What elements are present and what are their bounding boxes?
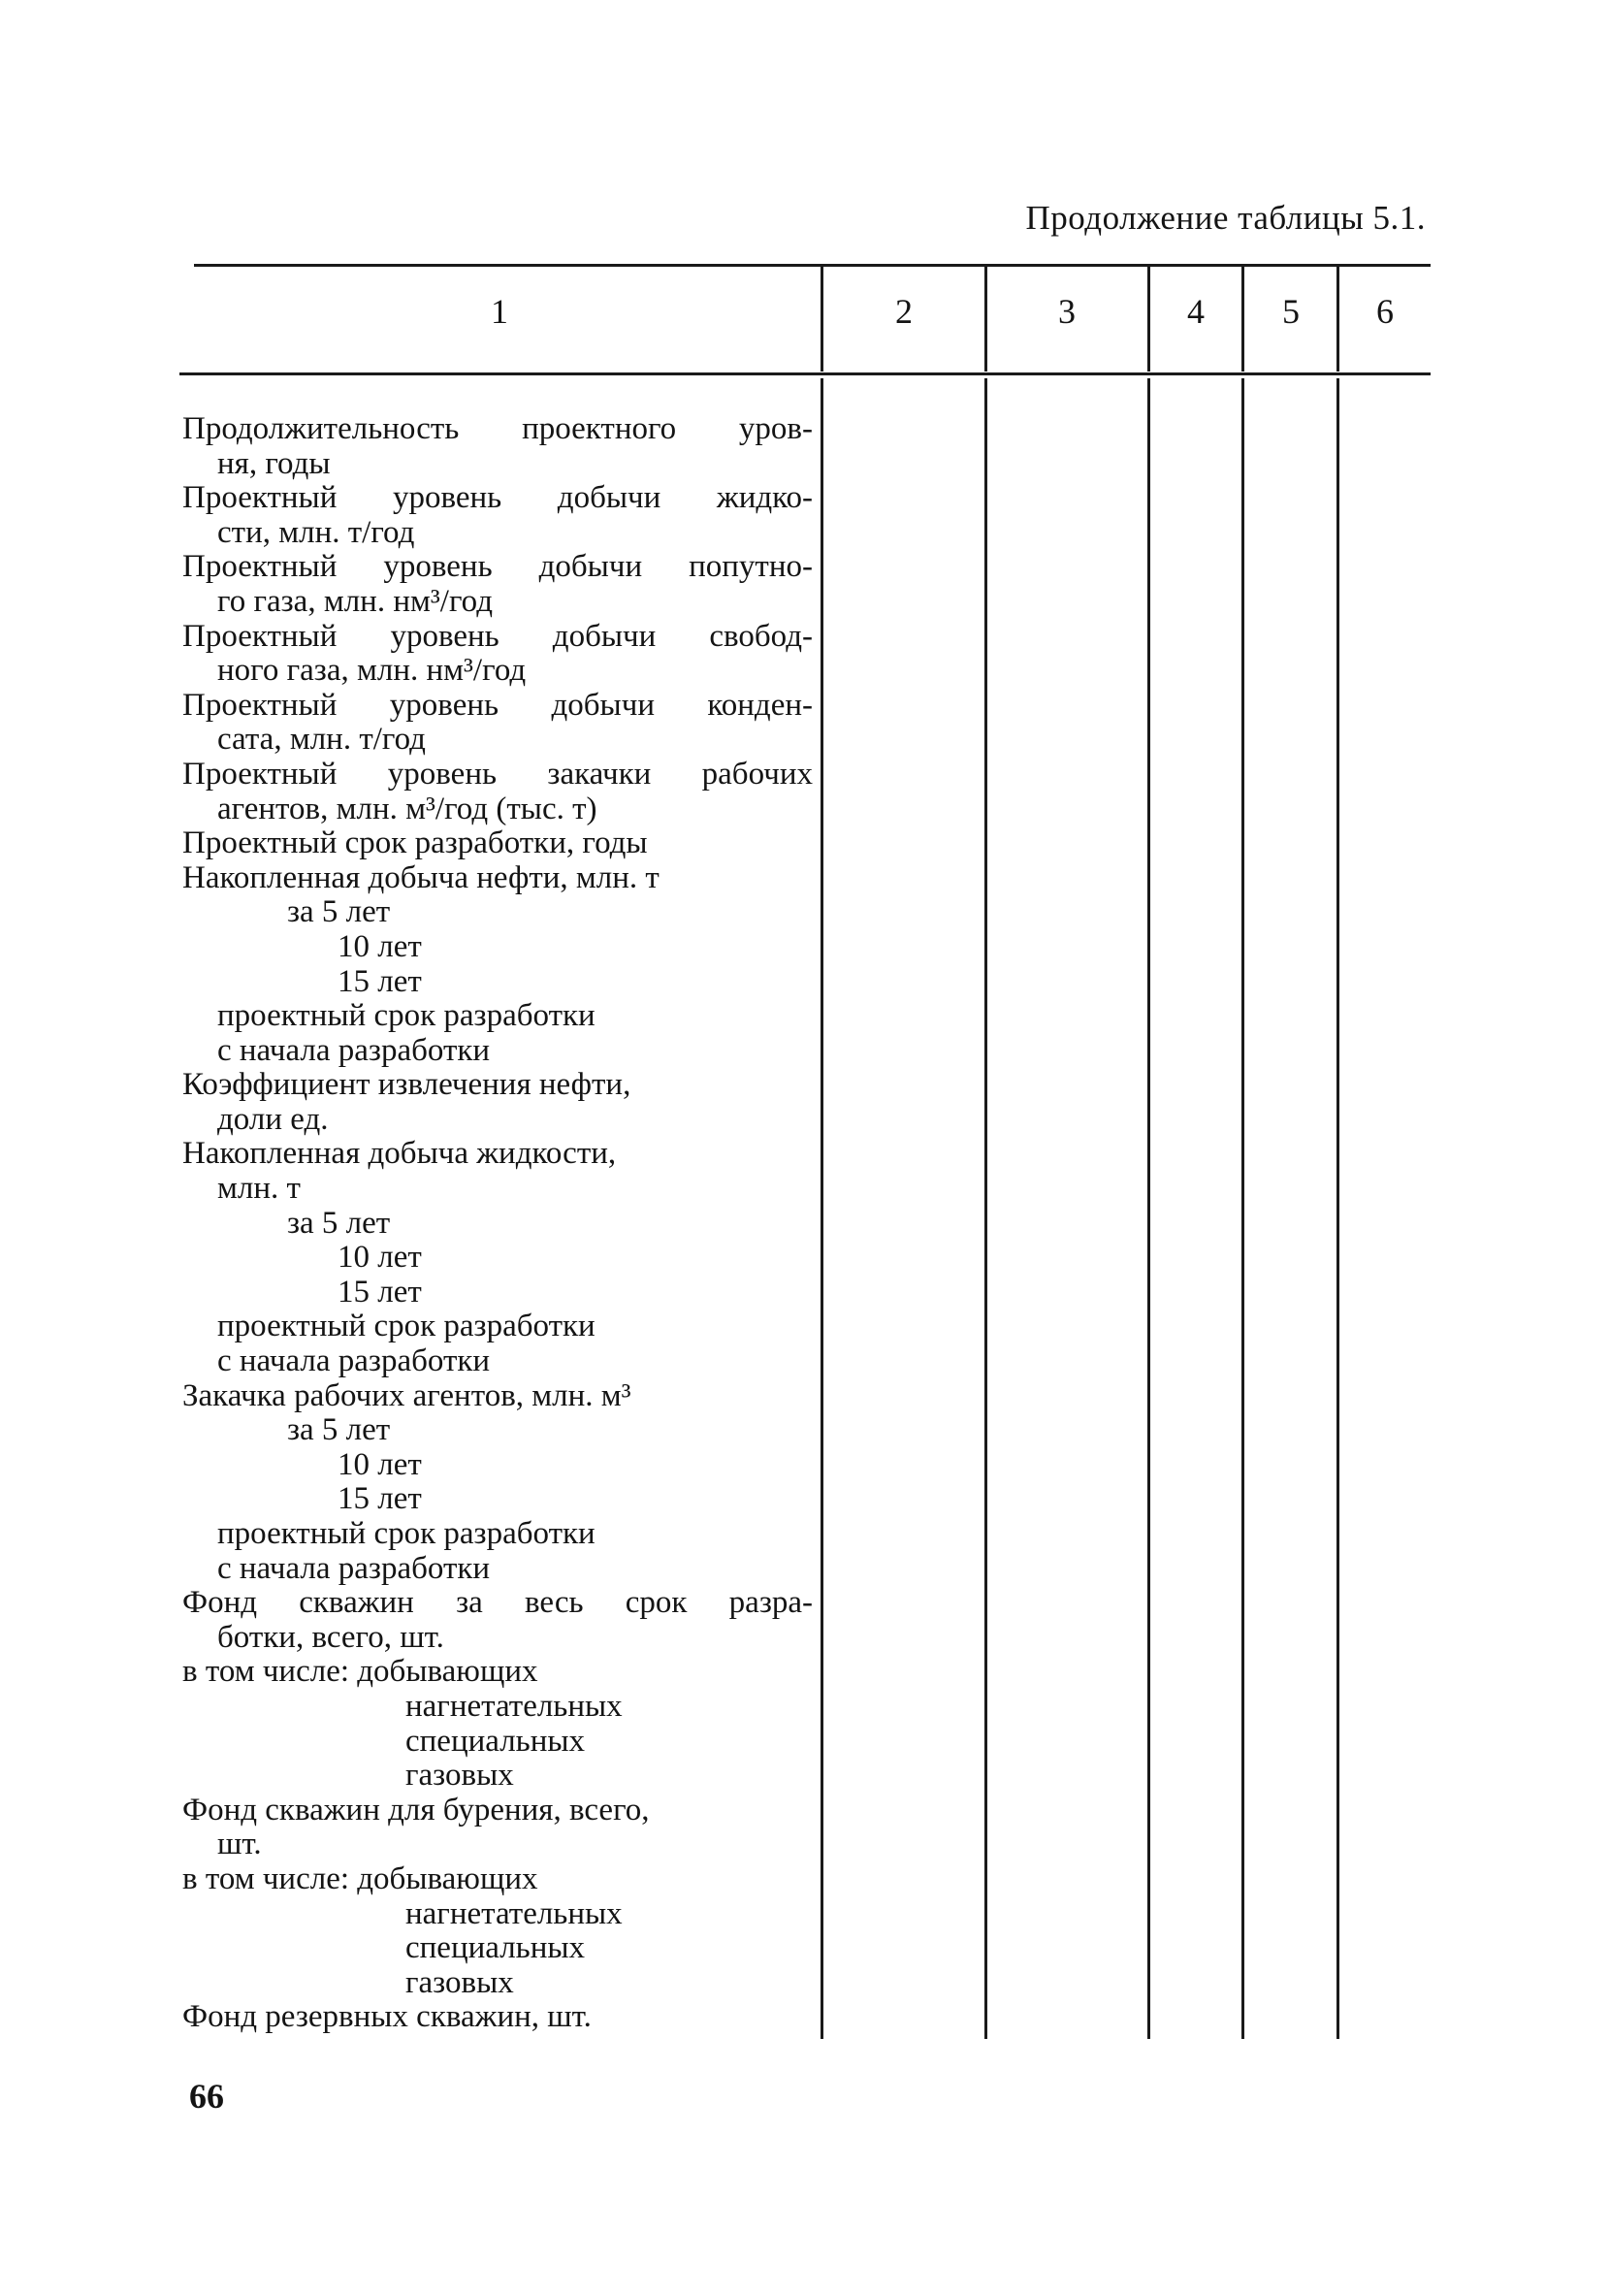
- column-divider: [1147, 267, 1150, 372]
- table-row-label: Фонд резервных скважин, шт.: [182, 1999, 592, 2035]
- table-row-label: Накопленная добыча нефти, млн. т: [182, 859, 660, 895]
- table-row-label: Проектный уровень добычи свобод-: [182, 618, 813, 654]
- table-row-label: сти, млн. т/год: [217, 514, 415, 550]
- column-divider: [1336, 378, 1339, 2039]
- table-row-label: специальных: [405, 1930, 586, 1966]
- table-row-label: Закачка рабочих агентов, млн. м³: [182, 1377, 631, 1413]
- table-row-label: Продолжительность проектного уров-: [182, 411, 813, 446]
- table-row-label: Проектный срок разработки, годы: [182, 825, 648, 861]
- column-header-6: 6: [1376, 292, 1394, 331]
- table-row-labels: [182, 412, 813, 2035]
- page-number: 66: [189, 2077, 224, 2116]
- table-row-label: млн. т: [217, 1171, 301, 1207]
- table-row-label: 10 лет: [338, 1446, 422, 1482]
- table-row-label: Накопленная добыча жидкости,: [182, 1136, 617, 1172]
- table-row-label: газовых: [405, 1964, 514, 2000]
- table-header-rule: [179, 372, 1431, 375]
- table-row-label: сата, млн. т/год: [217, 722, 426, 758]
- table-row-label: Коэффициент извлечения нефти,: [182, 1067, 631, 1103]
- table-row-label: Фонд скважин за весь срок разра-: [182, 1585, 813, 1621]
- table-row-label: нагнетательных: [405, 1895, 623, 1931]
- column-divider: [1147, 378, 1150, 2039]
- column-header-1: 1: [491, 292, 508, 331]
- table-row-label: 15 лет: [338, 1481, 422, 1517]
- table-row-label: 10 лет: [338, 1240, 422, 1276]
- column-divider: [821, 378, 823, 2039]
- table-row-label: 15 лет: [338, 963, 422, 999]
- column-divider: [1336, 267, 1339, 372]
- table-row-label: ботки, всего, шт.: [217, 1619, 444, 1655]
- table-row-label: с начала разработки: [217, 1343, 491, 1379]
- table-row-label: проектный срок разработки: [217, 1309, 596, 1344]
- table-row-label: специальных: [405, 1723, 586, 1759]
- column-divider: [984, 378, 987, 2039]
- table-top-rule: [194, 264, 1431, 267]
- table-row-label: нагнетательных: [405, 1688, 623, 1724]
- table-caption: Продолжение таблицы 5.1.: [1025, 199, 1426, 237]
- column-divider: [821, 267, 823, 372]
- column-divider: [984, 267, 987, 372]
- table-row-label: газовых: [405, 1758, 514, 1794]
- table-row-label: в том числе: добывающих: [182, 1654, 538, 1690]
- table-row-label: ня, годы: [217, 445, 331, 481]
- table-row-label: за 5 лет: [287, 1412, 391, 1448]
- table-row-label: с начала разработки: [217, 1032, 491, 1068]
- table-row-label: за 5 лет: [287, 1205, 391, 1241]
- column-header-5: 5: [1282, 292, 1300, 331]
- table-row-label: в том числе: добывающих: [182, 1860, 538, 1896]
- table-row-label: шт.: [217, 1827, 262, 1862]
- table-row-label: Фонд скважин для бурения, всего,: [182, 1792, 650, 1827]
- column-header-4: 4: [1187, 292, 1205, 331]
- table-row-label: за 5 лет: [287, 894, 391, 930]
- table-row-label: Проектный уровень добычи жидко-: [182, 480, 813, 516]
- table-row-label: 10 лет: [338, 928, 422, 964]
- table-row-label: Проектный уровень закачки рабочих: [182, 756, 813, 792]
- table-row-label: 15 лет: [338, 1274, 422, 1310]
- table-row-label: доли ед.: [217, 1101, 329, 1137]
- table-row-label: Проектный уровень добычи попутно-: [182, 549, 813, 585]
- table-row-label: проектный срок разработки: [217, 1516, 596, 1551]
- column-header-2: 2: [895, 292, 913, 331]
- column-divider: [1241, 378, 1244, 2039]
- column-divider: [1241, 267, 1244, 372]
- table-row-label: агентов, млн. м³/год (тыс. т): [217, 791, 597, 826]
- table-row-label: ного газа, млн. нм³/год: [217, 653, 527, 689]
- table-row-label: проектный срок разработки: [217, 998, 596, 1034]
- table-row-label: Проектный уровень добычи конден-: [182, 687, 813, 723]
- table-row-label: го газа, млн. нм³/год: [217, 583, 493, 619]
- column-header-3: 3: [1058, 292, 1076, 331]
- table-row-label: с начала разработки: [217, 1550, 491, 1586]
